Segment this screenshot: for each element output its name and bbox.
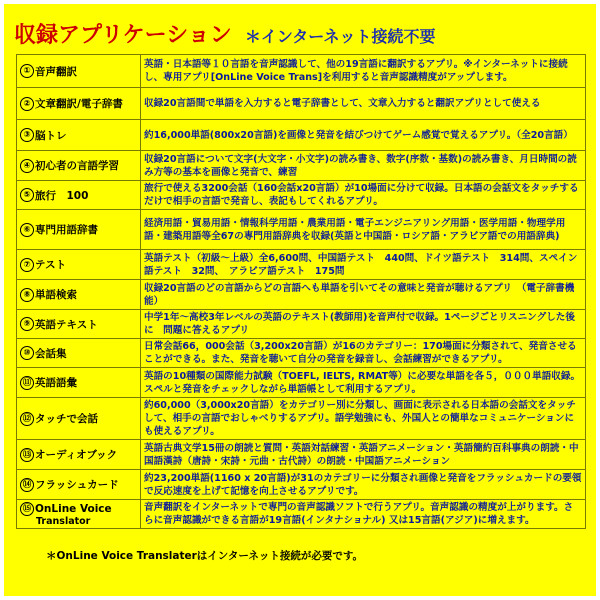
app-name: 英語テキスト (35, 318, 98, 331)
header (14, 18, 435, 52)
app-description: 日常会話66，000会話（3,200x20言語）が16のカテゴリー：170場面に分類されて、発音させることができる。また、発音を聴いて自分の発音を録音し、会話練習ができるアプリ。 (141, 339, 586, 368)
page-subtitle: ＊インターネット接続不要 (244, 27, 436, 46)
row-number: ⑥ (20, 223, 34, 237)
app-description: 収録20言語のどの言語からどの言語へも単語を引いてその意味と発音が聴けるアプリ （電子辞書機能） (141, 280, 586, 310)
content-panel (4, 4, 596, 596)
app-name-cell (17, 55, 141, 88)
app-description: 英語・日本語等１０言語を音声認識して、他の19言語に翻訳するアプリ。※インターネットに接続し、専用アプリ[OnLine Voice Trans]を利用すると音声認識精度がアップします。 (141, 55, 586, 88)
app-name-cell (17, 470, 141, 500)
table-row (17, 151, 586, 181)
app-description: 英語テスト（初級～上級）全6,600問、中国語テスト 440問、ドイツ語テスト 314問、スペイン語テスト 32問、 アラビア語テスト 175問 (141, 250, 586, 280)
app-name: タッチで会話 (35, 413, 98, 425)
app-description: 英語古典文学15冊の朗読と質問・英語対話練習・英語アニメーション・英語簡約百科事典の朗読・中国語漢詩（唐詩・宋詩・元曲・古代詩）の朗読・中国語アニメーション (141, 440, 586, 470)
row-number: ④ (20, 159, 34, 173)
row-number: ① (20, 64, 34, 78)
row-number: ⑬ (20, 448, 34, 462)
app-name: 専門用語辞書 (35, 224, 98, 236)
row-number: ⑮ (20, 502, 34, 516)
app-name-line2: Translator (36, 515, 91, 527)
app-name: 単語検索 (35, 289, 77, 301)
row-number: ⑨ (20, 317, 34, 331)
table-row (17, 181, 586, 210)
app-description: 中学1年～高校3年レベルの英語のテキスト(教師用)を音声付で収録。1ページごとリスニングした後に 問題に答えるアプリ (141, 310, 586, 339)
app-name: 音声翻訳 (35, 65, 77, 78)
footnote: ＊OnLine Voice Translaterはインターネット接続が必要です。 (46, 550, 364, 562)
app-name: オーディオブック (35, 449, 118, 461)
app-name-cell (17, 151, 141, 181)
app-description: 収録20言語間で単語を入力すると電子辞書として、文章入力すると翻訳アプリとして使える (141, 88, 586, 120)
app-name-cell (17, 181, 141, 210)
table-row (17, 88, 586, 120)
app-description: 経済用語・貿易用語・情報科学用語・農業用語・電子エンジニアリング用語・医学用語・物理学用語・建築用語等全67の専門用語辞典を収録(英語と中国語・ロシア語・アラビア語での用語辞典) (141, 210, 586, 250)
table-row (17, 398, 586, 440)
app-description: 約60,000（3,000x20言語）をカテゴリー別に分類し、画面に表示される日本語の会話文をタッチして、相手の言語でおしゃべりするアプリ。語学勉強にも、外国人との簡単なコミュニケーションにも使えるアプリ。 (141, 398, 586, 440)
app-name-cell (17, 368, 141, 398)
row-number: ⑪ (20, 376, 34, 390)
app-name: 英語語彙 (35, 377, 77, 389)
app-name-cell (17, 500, 141, 529)
row-number: ⑫ (20, 412, 34, 426)
row-number: ⑦ (20, 258, 34, 272)
table-row (17, 368, 586, 398)
table-row (17, 120, 586, 151)
table-row (17, 470, 586, 500)
app-name: フラッシュカード (35, 479, 119, 491)
app-table (16, 54, 586, 529)
app-name-cell (17, 339, 141, 368)
row-number: ③ (20, 128, 34, 142)
app-name: テスト (35, 259, 67, 271)
table-row (17, 339, 586, 368)
app-name-cell (17, 398, 141, 440)
app-name-cell (17, 250, 141, 280)
table-row (17, 250, 586, 280)
app-name: 会話集 (35, 347, 67, 360)
table-row (17, 310, 586, 339)
app-description: 約23,200単語(1160 x 20言語)が31のカテゴリーに分類され画像と発音をフラッシュカードの要領で反応速度を上げて記憶を向上させるアプリです。 (141, 470, 586, 500)
app-name-cell (17, 310, 141, 339)
app-name-cell (17, 210, 141, 250)
table-row (17, 500, 586, 529)
app-name: 旅行 100 (35, 189, 89, 202)
table-row (17, 55, 586, 88)
table-row (17, 210, 586, 250)
row-number: ② (20, 97, 34, 111)
app-description: 収録20言語について文字(大文字・小文字)の読み書き、数字(序数・基数)の読み書き、月日時間の読み方等の基本を画像と発音で、練習 (141, 151, 586, 181)
app-name: 文章翻訳/電子辞書 (35, 98, 123, 110)
table-row (17, 280, 586, 310)
app-description: 約16,000単語(800x20言語)を画像と発音を結びつけてゲーム感覚で覚えるアプリ。（全20言語） (141, 120, 586, 151)
app-description: 英語の10種類の国際能力試験（TOEFL, IELTS, RMAT等）に必要な単語を各５，０００単語収録。スペルと発音をチェックしながら単語帳として利用するアプリ。 (141, 368, 586, 398)
app-name: 初心者の言語学習 (35, 160, 119, 172)
app-description: 音声翻訳をインターネットで専門の音声認識ソフトで行うアプリ。音声認識の精度が上がります。さらに音声認識ができる言語が19言語(インタナショナル) 又は15言語(アジア)に増えます。 (141, 500, 586, 529)
row-number: ⑭ (20, 478, 34, 492)
row-number: ⑤ (20, 188, 34, 202)
app-name-cell (17, 120, 141, 151)
row-number: ⑩ (20, 346, 34, 360)
page-title: 収録アプリケーション (14, 23, 232, 48)
app-name-cell (17, 88, 141, 120)
app-name: 脳トレ (35, 129, 67, 142)
table-row (17, 440, 586, 470)
app-name-cell (17, 280, 141, 310)
app-name-cell (17, 440, 141, 470)
app-description: 旅行で使える3200会話（160会話x20言語）が10場面に分けて収録。日本語の会話文をタッチするだけで相手の言語で発音し、表記もしてくれるアプリ。 (141, 181, 586, 210)
row-number: ⑧ (20, 288, 34, 302)
app-name: OnLine Voice (35, 502, 112, 515)
